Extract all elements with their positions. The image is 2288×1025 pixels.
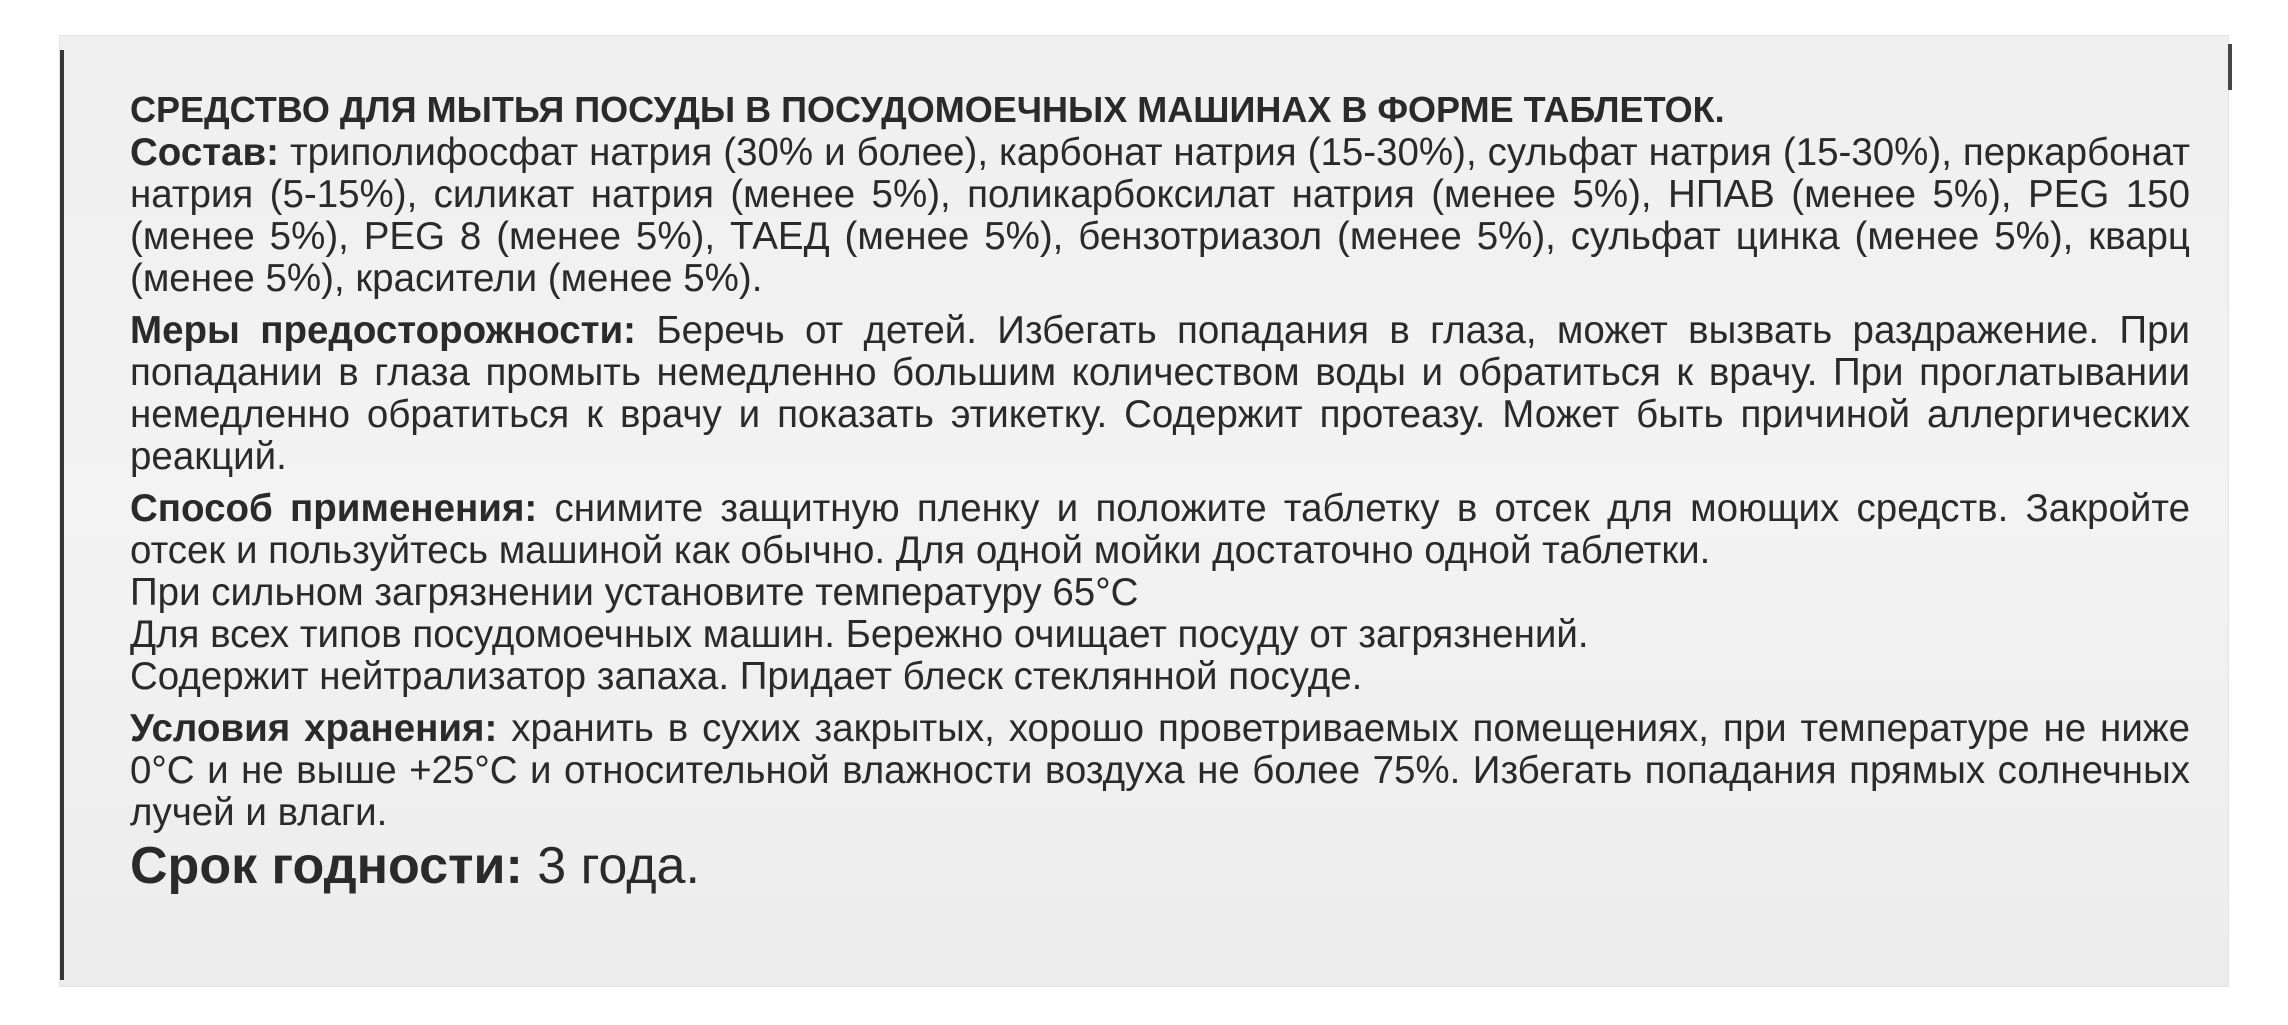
usage-temperature-line: При сильном загрязнении установите температуру 65°С: [130, 571, 1139, 614]
precautions-label: Меры предосторожности:: [130, 309, 636, 352]
package-right-edge: [2228, 44, 2232, 90]
product-title: СРЕДСТВО ДЛЯ МЫТЬЯ ПОСУДЫ В ПОСУДОМОЕЧНЫХ МАШИНАХ В ФОРМЕ ТАБЛЕТОК.: [130, 89, 1725, 130]
usage-label: Способ применения:: [130, 487, 538, 530]
usage-text: снимите защитную пленку и положите таблетку в отсек для моющих средств. Закройте отсек и пользуйтесь машиной как обычно. Для одной мойки достаточно одной таблетки.: [130, 487, 2190, 572]
label-text-block: [130, 88, 2190, 906]
shelf-life-value: 3 года.: [537, 837, 700, 895]
usage-machines-line: Для всех типов посудомоечных машин. Бережно очищает посуду от загрязнений.: [130, 613, 1589, 656]
composition-text: триполифосфат натрия (30% и более), карбонат натрия (15-30%), сульфат натрия (15-30%), перкарбонат натрия (5-15%), силикат натрия (менее 5%), поликарбоксилат натрия (менее 5%), НПАВ (менее 5%), PEG 150 (менее 5%), PEG 8 (менее 5%), ТАЕД (менее 5%), бензотриазол (менее 5%), сульфат цинка (менее 5%), кварц (менее 5%), красители (менее 5%).: [130, 131, 2190, 300]
usage-paragraph: [130, 488, 2190, 572]
usage-odor-line: Содержит нейтрализатор запаха. Придает блеск стеклянной посуде.: [130, 655, 1363, 698]
shelf-life-label: Срок годности:: [130, 837, 523, 895]
precautions-paragraph: [130, 310, 2190, 478]
composition-paragraph: [130, 132, 2190, 300]
precautions-text: Беречь от детей. Избегать попадания в глаза, может вызвать раздражение. При попадании в глаза промыть немедленно большим количеством воды и обратиться к врачу. При проглатывании немедленно обратиться к врачу и показать этикетку. Содержит протеазу. Может быть причиной аллергических реакций.: [130, 309, 2190, 478]
package-left-edge: [60, 50, 64, 980]
storage-paragraph: [130, 708, 2190, 834]
storage-text: хранить в сухих закрытых, хорошо проветриваемых помещениях, при температуре не ниже 0°С и не выше +25°С и относительной влажности воздуха не более 75%. Избегать попадания прямых солнечных лучей и влаги.: [130, 707, 2190, 834]
composition-label: Состав:: [130, 131, 279, 174]
storage-label: Условия хранения:: [130, 707, 498, 750]
shelf-life-line: [130, 836, 2190, 896]
